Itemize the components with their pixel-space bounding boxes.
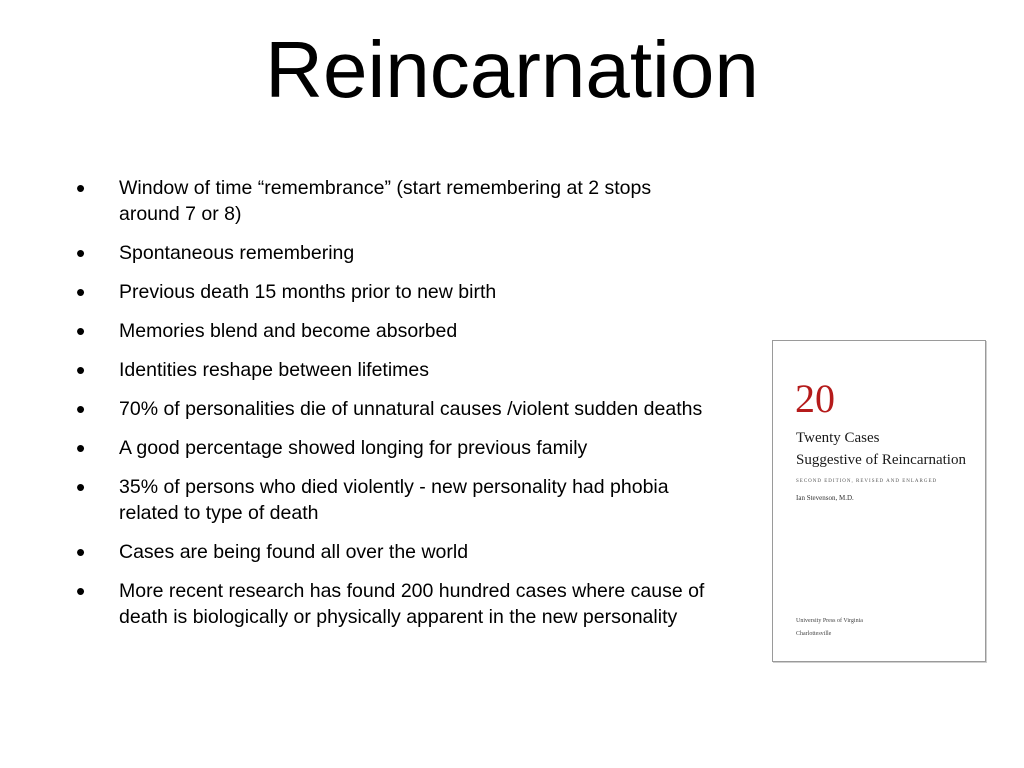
bullet-item [72, 435, 712, 461]
bullet-dot-icon: • [76, 316, 86, 346]
bullet-item [72, 240, 712, 266]
bullet-dot-icon: • [76, 238, 86, 268]
bullet-dot-icon: • [76, 173, 86, 203]
book-cover-title-line1: Twenty Cases [796, 430, 880, 446]
bullet-item [72, 578, 712, 630]
bullet-item [72, 474, 712, 526]
bullet-text: More recent research has found 200 hundred cases where cause of death is biologically or physically apparent in the new personality [119, 580, 705, 628]
book-cover-image [772, 340, 986, 662]
bullet-text: Previous death 15 months prior to new birth [119, 281, 497, 303]
bullet-dot-icon: • [76, 433, 86, 463]
book-cover-city: Charlottesville [796, 631, 832, 637]
bullet-text: Spontaneous remembering [119, 242, 355, 264]
book-cover-author: Ian Stevenson, M.D. [796, 494, 854, 502]
bullet-item [72, 357, 712, 383]
bullet-text: 70% of personalities die of unnatural causes /violent sudden deaths [119, 398, 703, 420]
bullet-dot-icon: • [76, 576, 86, 606]
bullet-item [72, 318, 712, 344]
bullet-dot-icon: • [76, 394, 86, 424]
bullet-item [72, 396, 712, 422]
bullet-item [72, 175, 712, 227]
book-cover-number: 20 [795, 376, 835, 421]
bullet-list [72, 175, 712, 643]
book-cover-title-line2: Suggestive of Reincarnation [796, 452, 966, 468]
bullet-text: 35% of persons who died violently - new personality had phobia related to type of death [119, 476, 669, 524]
bullet-dot-icon: • [76, 277, 86, 307]
bullet-item [72, 279, 712, 305]
book-cover-edition: SECOND EDITION, REVISED AND ENLARGED [796, 479, 938, 484]
bullet-text: Memories blend and become absorbed [119, 320, 458, 342]
bullet-dot-icon: • [76, 472, 86, 502]
bullet-dot-icon: • [76, 355, 86, 385]
bullet-dot-icon: • [76, 537, 86, 567]
book-cover-publisher: University Press of Virginia [796, 618, 863, 624]
bullet-text: Window of time “remembrance” (start remembering at 2 stops around 7 or 8) [119, 177, 652, 225]
bullet-item [72, 539, 712, 565]
slide-title: Reincarnation [265, 25, 759, 114]
bullet-text: A good percentage showed longing for previous family [119, 437, 588, 459]
bullet-text: Cases are being found all over the world [119, 541, 469, 563]
bullet-text: Identities reshape between lifetimes [119, 359, 430, 381]
